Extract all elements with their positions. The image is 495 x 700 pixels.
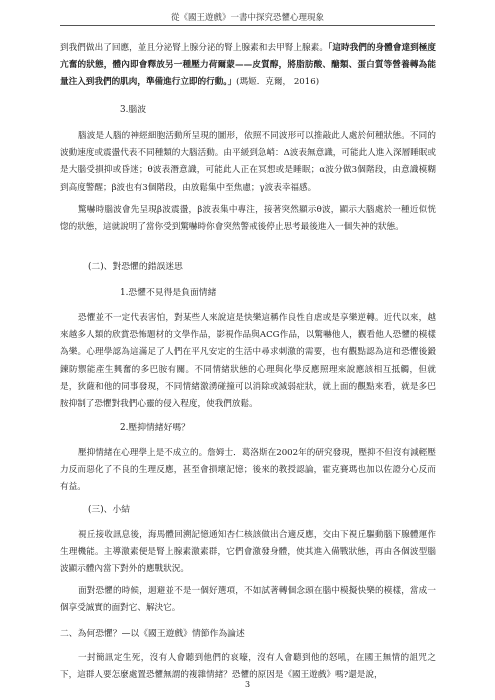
paragraph-brainwave: 腦波是人腦的神經細胞活動所呈現的圖形，依照不同波形可以推敲此人處於何種狀態。不同的波動速度或震盪代表不同種類的大腦活動。由平緩到急峭：Δ波表無意識，可能此人進入深層睡眠或是大腦受損抑或昏迷；θ波表潛意識，可能此人正在冥想或是睡眠；α波分做3個階段，由意識模糊到高度警醒；β波也有3個階段，由放鬆集中至焦慮；γ波表幸福感。 bbox=[60, 131, 436, 193]
bold-quote: 「這時我們的身體會達到極度亢奮的狀態，體內即會釋放另一種壓力荷爾蒙——皮質醇，將脂肪酸、醣類、蛋白質等營養轉為能量注入到我們的肌肉，準備進行立即的行動。」 bbox=[60, 43, 436, 88]
header-divider bbox=[60, 25, 435, 26]
paragraph-text: 到我們做出了回應，並且分泌腎上腺分泌的腎上腺素和去甲腎上腺素。 bbox=[60, 43, 328, 53]
section-heading-misconceptions: (二)、對恐懼的錯誤迷思 bbox=[88, 262, 183, 272]
section-heading-summary: (三)、小結 bbox=[88, 505, 131, 515]
paragraph-face-fear: 面對恐懼的時候，迴避並不是一個好選項，不如試著轉個念頭在腦中模擬快樂的模樣，當成一個享受誠實的面對它、解決它。 bbox=[60, 586, 436, 614]
citation: (瑪姬．克爾， 2016) bbox=[236, 77, 320, 88]
page-number: 3 bbox=[244, 680, 251, 689]
subheading-suppression: 2.壓抑情緒好嗎？ bbox=[120, 423, 190, 433]
paragraph-suppression: 壓抑情緒在心理學上是不成立的。詹姆士．葛洛斯在2002年的研究發現，壓抑不但沒有減輕壓力反而惡化了不良的生理反應，甚至會損壞記憶；後來的教授認論，霍克賽瑪也加以佐證分心反而有益。 bbox=[60, 448, 436, 493]
subheading-brainwave: 3.腦波 bbox=[120, 105, 146, 115]
subheading-not-negative: 1.恐懼不見得是負面情緒 bbox=[120, 288, 217, 298]
paragraph-benign-masochism: 恐懼並不一定代表害怕，對某些人來說這是快樂這稱作良性自虐或是享樂逆轉。近代以來，越來越多人類的欣賞恐怖題材的文學作品，影視作品與ACG作品，以驚嚇他人，觀看他人恐懼的模樣為樂。心理學認為這滿足了人們在平凡安定的生活中尋求刺激的需要，也有觀點認為這和恐懼後鍛鍊防禦能產生興奮的多巴胺有關。不同情緒狀態的心理與化學反應照理來說應該相互抵觸，但就是，狄薩和他的同事發現，不同情緒激湧碰撞可以消除或減弱症狀，就上面的觀點來看，就是多巴胺抑制了恐懼對我們心靈的侵入程度，使我們放鬆。 bbox=[60, 313, 436, 410]
paragraph-summary: 視丘接收訊息後，海馬體回溯記憶通知杏仁核該做出合適反應，交由下視丘驅動腦下腺體運作生理機能。主導激素便是腎上腺素激素群，它們會激發身體，使其進入備戰狀態，再由各個波型腦波顯示體內當下對外的應戰狀況。 bbox=[60, 530, 436, 575]
paragraph-kings-game: 一封簡訊定生死，沒有人會聽到他們的哀嚎，沒有人會聽到他的怒吼，在國王無情的詛咒之下，這群人要怎麼處置恐懼無謂的複雜情緒？恐懼的原因是《國王遊戲》嗎?還是說， bbox=[60, 653, 436, 681]
running-header: 從《國王遊戲》一書中探究恐懼心理現象 bbox=[170, 13, 324, 23]
paragraph-startle: 驚嚇時腦波會先呈現β波震盪，β波表集中專注，接著突然顯示θ波，顯示大腦處於一種近似恍惚的狀態，這就說明了當你受到驚嚇時你會突然警戒後停止思考最後進入一個失神的狀態。 bbox=[60, 205, 436, 233]
paragraph-stress-response bbox=[60, 40, 436, 92]
chapter-heading-why-fear: 二、為何恐懼？—以《國王遊戲》情節作為論述 bbox=[60, 629, 245, 639]
